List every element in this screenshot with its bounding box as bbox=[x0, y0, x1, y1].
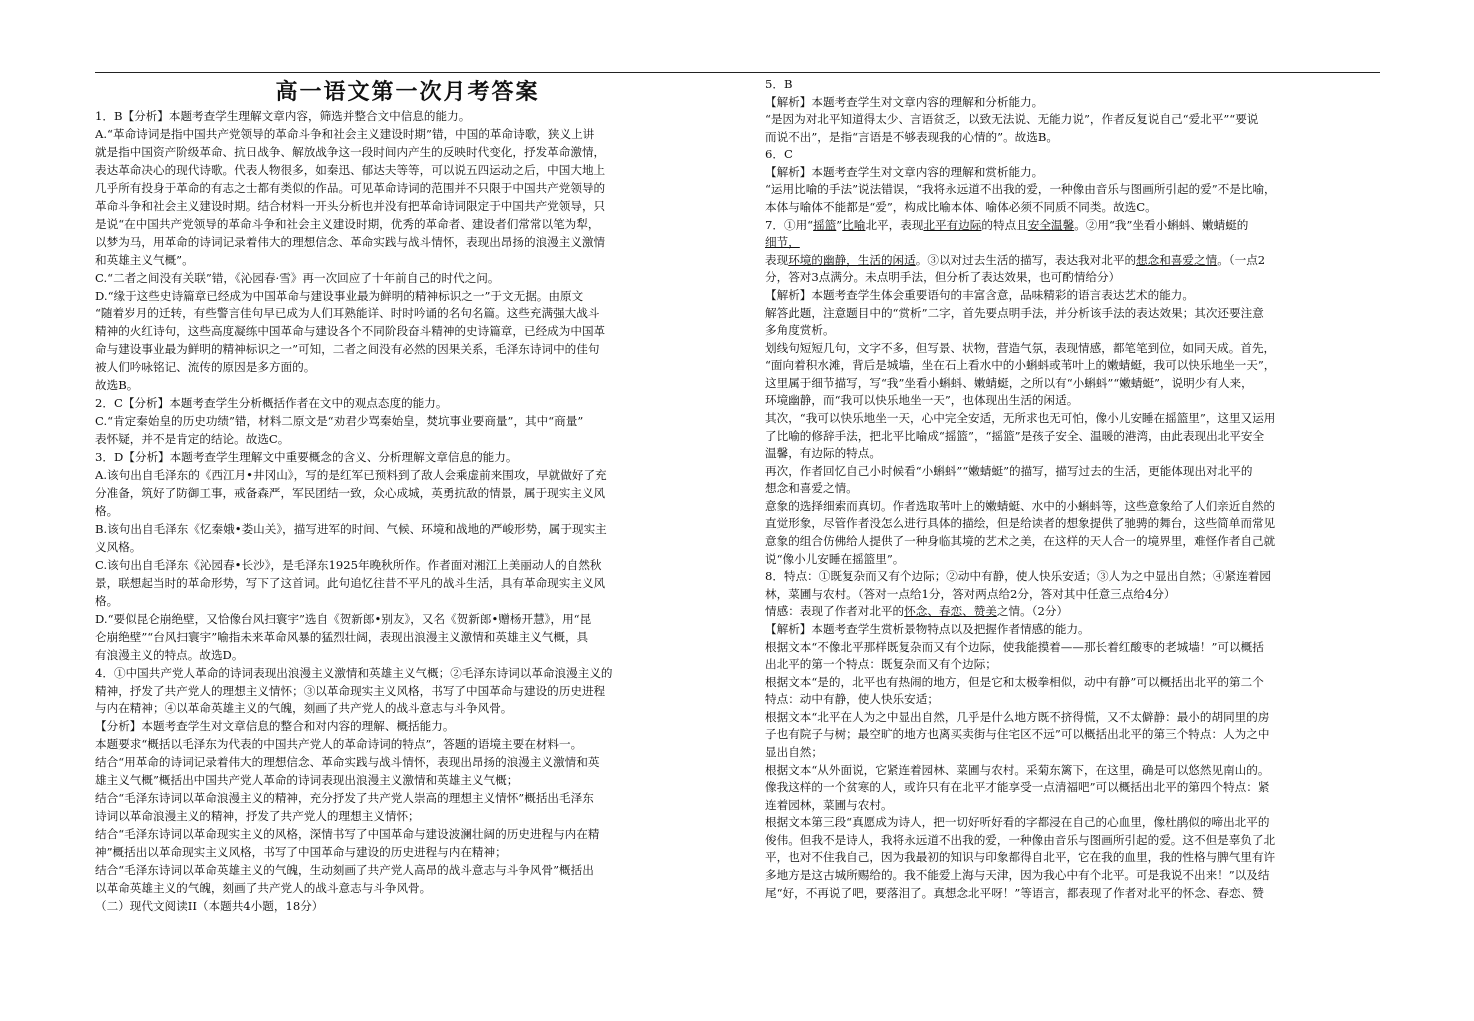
underlined-phrase: 环境的幽静，生活的闲适 bbox=[788, 252, 916, 267]
text-line: 环境幽静，而“我可以快乐地坐一天”，也体现出生活的闲适。 bbox=[765, 393, 1079, 408]
underlined-phrase: 安全温馨 bbox=[1027, 217, 1075, 232]
text-line: C.“肯定秦始皇的历史功绩”错，材料二原文是“劝君少骂秦始皇，焚坑事业要商量”，其中“商量” bbox=[95, 414, 584, 429]
text-line: 根据文本“不像北平那样既复杂而又有个边际，使我能摸着——那长着红酸枣的老城墙！”可以概括 bbox=[765, 639, 1264, 654]
text-span: 之情。（2分） bbox=[996, 604, 1069, 619]
text-line: “运用比喻的手法”说法错误，“我将永远道不出我的爱，一种像由音乐与图画所引起的爱”不是比喻， bbox=[765, 182, 1276, 197]
text-line: 像我这样的一个贫寒的人，或许只有在北平才能享受一点清福吧”可以概括出北平的第四个特点：紧 bbox=[765, 780, 1270, 795]
underlined-phrase: 想念和喜爱之情 bbox=[1136, 252, 1218, 267]
text-line: 故选B。 bbox=[95, 378, 139, 393]
text-line: C.“二者之间没有关联”错，《沁园春·雪》再一次回应了十年前自己的时代之问。 bbox=[95, 270, 500, 285]
text-line: B.该句出自毛泽东《忆秦娥•娄山关》，描写进军的时间、气候、环境和战地的严峻形势，属于现实主 bbox=[95, 521, 607, 536]
text-line: 连着园林，菜圃与农村。 bbox=[765, 797, 893, 812]
text-line: 表怀疑，并不是肯定的结论。故选C。 bbox=[95, 432, 290, 447]
text-line: 格。 bbox=[95, 593, 119, 608]
text-line: 特点：动中有静，使人快乐安适； bbox=[765, 692, 939, 707]
text-line: 精神，抒发了共产党人的理想主义情怀；③以革命现实主义风格，书写了中国革命与建设的历史进程 bbox=[95, 683, 606, 698]
text-line: 结合“毛泽东诗词以革命现实主义的风格，深情书写了中国革命与建设波澜壮阔的历史进程与内在精 bbox=[95, 827, 600, 842]
text-line: 解答此题，注意题目中的“赏析”二字，首先要点明手法，并分析该手法的表达效果；其次还要注意 bbox=[765, 305, 1264, 320]
text-line: 【分析】本题考查学生对文章信息的整合和对内容的理解、概括能力。 bbox=[95, 719, 455, 734]
text-line: 划线句短短几句，文字不多，但写景、状物，营造气氛，表现情感，都笔笔到位，如同天成。首先， bbox=[765, 340, 1276, 355]
top-rule bbox=[95, 72, 1380, 73]
text-line: 这里属于细节描写，写“我”坐看小蝌蚪、嫩蜻蜓，之所以有“小蝌蚪”“嫩蜻蜓”，说明少有人来， bbox=[765, 375, 1253, 390]
text-line: 多角度赏析。 bbox=[765, 323, 835, 338]
text-line: 根据文本第三段“真愿成为诗人，把一切好听好看的字都浸在自己的心血里，像杜鹃似的啼出北平的 bbox=[765, 815, 1270, 830]
left-answer-text bbox=[95, 108, 720, 916]
text-line: 本体与喻体不能都是“爱”，构成比喻本体、喻体必须不同质不同类。故选C。 bbox=[765, 200, 1157, 215]
text-line: 命与建设事业最为鲜明的精神标识之一”可知，二者之间没有必然的因果关系，毛泽东诗词中的佳句 bbox=[95, 342, 600, 357]
text-line: 想念和喜爱之情。 bbox=[765, 481, 858, 496]
text-line: 雄主义气概”概括出中国共产党人革命的诗词表现出浪漫主义激情和英雄主义气概； bbox=[95, 773, 519, 788]
text-line: 结合“毛泽东诗词以革命英雄主义的气魄，生动刻画了共产党人高昂的战斗意志与斗争风骨”概括出 bbox=[95, 863, 594, 878]
text-line bbox=[765, 252, 1380, 270]
text-line: 了比喻的修辞手法，把北平比喻成“摇篮”，“摇篮”是孩子安全、温暖的港湾，由此表现出北平安全 bbox=[765, 428, 1265, 443]
text-line: 而说不出”，是指“言语是不够表现我的心情的”。故选B。 bbox=[765, 129, 1058, 144]
text-line: 仑崩绝壁”“台风扫寰宇”喻指未来革命风暴的猛烈壮阔，表现出浪漫主义激情和英雄主义气概，具 bbox=[95, 629, 589, 644]
underlined-phrase: 怀念、春恋、赞美 bbox=[904, 604, 997, 619]
text-line: 分，答对3点满分。未点明手法，但分析了表达效果，也可酌情给分） bbox=[765, 270, 1121, 285]
text-line: 分准备，筑好了防御工事，戒备森严，军民团结一致，众心成城，英勇抗敌的情景，属于现实主义风 bbox=[95, 486, 606, 501]
text-line: 是说“在中国共产党领导的革命斗争和社会主义建设时期，优秀的革命者、建设者们常常以笔为犁， bbox=[95, 216, 600, 231]
text-line: 出北平的第一个特点：既复杂而又有个边际； bbox=[765, 657, 997, 672]
text-line: 就是指中国资产阶级革命、抗日战争、解放战争这一段时间内产生的反映时代变化，抒发革命激情， bbox=[95, 144, 606, 159]
text-span: 北平，表现 bbox=[865, 217, 924, 232]
text-line: 其次，“我可以快乐地坐一天，心中完全安适，无所求也无可怕，像小儿安睡在摇篮里”，这里又运用 bbox=[765, 410, 1276, 425]
text-line: 8．特点：①既复杂而又有个边际；②动中有静，使人快乐安适；③人为之中显出自然；④紧连着园 bbox=[765, 569, 1271, 584]
text-span: 表现 bbox=[765, 252, 789, 267]
text-line: 子也有院子与树；最空旷的地方也离买卖街与住宅区不远”可以概括出北平的第三个特点：人为之中 bbox=[765, 727, 1270, 742]
text-line: （二）现代文阅读II（本题共4小题，18分） bbox=[95, 898, 324, 913]
text-line: 根据文本“从外面说，它紧连着园林、菜圃与农村。采菊东篱下，在这里，确是可以悠然见南山的。 bbox=[765, 762, 1270, 777]
text-line: 和英雄主义气概”。 bbox=[95, 252, 194, 267]
text-line: 有浪漫主义的特点。故选D。 bbox=[95, 647, 244, 662]
text-line: 多地方是这古城所赐给的。我不能爱上海与天津，因为我心中有个北平。可是我说不出来！”以及结 bbox=[765, 868, 1270, 883]
text-line bbox=[765, 217, 1380, 235]
underlined-phrase: 摇篮 bbox=[813, 217, 837, 232]
text-line: 【解析】本题考查学生对文章内容的理解和分析能力。 bbox=[765, 94, 1044, 109]
text-line: 6．C bbox=[765, 147, 793, 162]
underlined-phrase: 细节， bbox=[765, 235, 800, 250]
text-line: C.该句出自毛泽东《沁园春•长沙》，是毛泽东1925年晚秋所作。作者面对湘江上美丽动人的自然秋 bbox=[95, 557, 602, 572]
text-line: 神”概括出以革命现实主义风格，书写了中国革命与建设的历史进程与内在精神； bbox=[95, 845, 507, 860]
text-line: 表达革命决心的现代诗歌。代表人物很多，如秦迅、郁达夫等等，可以说五四运动之后，中国大地上 bbox=[95, 162, 606, 177]
text-line: 以革命英雄主义的气魄，刻画了共产党人的战斗意志与斗争风骨。 bbox=[95, 880, 432, 895]
text-line: 平，也对不住我自己，因为我最初的知识与印象都得自北平，它在我的血里，我的性格与脾气里有许 bbox=[765, 850, 1276, 865]
text-line: 几乎所有投身于革命的有志之士都有类似的作品。可见革命诗词的范围并不只限于中国共产党领导的 bbox=[95, 180, 606, 195]
text-span: 情感：表现了作者对北平的 bbox=[765, 604, 905, 619]
text-line: 本题要求“概括以毛泽东为代表的中国共产党人的革命诗词的特点”，答题的语境主要在材料一。 bbox=[95, 737, 583, 752]
text-line: 根据文本“是的，北平也有热闹的地方，但是它和太极拳相似，动中有静”可以概括出北平的第二个 bbox=[765, 674, 1264, 689]
text-line: 革命斗争和社会主义建设时期。结合材料一开头分析也并没有把革命诗词限定于中国共产党领导，只 bbox=[95, 198, 606, 213]
text-span: 。②用“我”坐看小蝌蚪、嫩蜻蜓的 bbox=[1074, 217, 1249, 232]
right-column bbox=[765, 76, 1380, 902]
text-line: 直觉形象，尽管作者没怎么进行具体的描绘，但是给读者的想象提供了驰骋的舞台，这些简单而常见 bbox=[765, 516, 1276, 531]
text-line: 3．D【分析】本题考查学生理解文中重要概念的含义、分析理解文章信息的能力。 bbox=[95, 450, 518, 465]
text-line: 再次，作者回忆自己小时候看“小蝌蚪”“嫩蜻蜓”的描写，描写过去的生活，更能体现出对北平的 bbox=[765, 463, 1253, 478]
text-line: 【解析】本题考查学生体会重要语句的丰富含意，品味精彩的语言表达艺术的能力。 bbox=[765, 287, 1194, 302]
text-line: 温馨，有边际的特点。 bbox=[765, 446, 881, 461]
text-line bbox=[765, 603, 1380, 621]
text-line: 说“像小儿安睡在摇篮里”。 bbox=[765, 551, 905, 566]
left-column bbox=[95, 76, 720, 916]
text-line: 根据文本“北平在人为之中显出自然，几乎是什么地方既不挤得慌，又不太僻静：最小的胡同里的房 bbox=[765, 709, 1270, 724]
underlined-phrase: 北平有边际 bbox=[923, 217, 982, 232]
text-line: 格。 bbox=[95, 503, 119, 518]
text-line: 诗词以革命浪漫主义的精神，抒发了共产党人的理想主义情怀； bbox=[95, 809, 420, 824]
text-span: 。③以对过去生活的描写，表达我对北平的 bbox=[915, 252, 1137, 267]
text-span: 的特点且 bbox=[981, 217, 1028, 232]
text-line: 精神的火红诗句，这些高度凝练中国革命与建设各个不同阶段奋斗精神的史诗篇章，已经成为中国革 bbox=[95, 324, 606, 339]
text-line: 5．B bbox=[765, 77, 793, 91]
text-span: 。（一点2 bbox=[1217, 252, 1266, 267]
text-line: “随着岁月的迁转，有些警言佳句早已成为人们耳熟能详、时时吟诵的名句名篇。这些充满强大战斗 bbox=[95, 306, 600, 321]
text-line: A.该句出自毛泽东的《西江月•井冈山》，写的是红军已预料到了敌人会乘虚前来围攻，早就做好了充 bbox=[95, 468, 607, 483]
underlined-phrase: 比喻 bbox=[842, 217, 866, 232]
text-line: D.“要似昆仑崩绝壁，又恰像台风扫寰宇”选自《贺新郎•别友》，又名《贺新郎•赠杨开慧》，用“昆 bbox=[95, 611, 592, 626]
text-line: 【解析】本题考查学生对文章内容的理解和赏析能力。 bbox=[765, 164, 1044, 179]
text-line: 尾“好，不再说了吧，要落泪了。真想念北平呀！”等语言，都表现了作者对北平的怀念、春恋、赞 bbox=[765, 885, 1264, 900]
text-line: 2．C【分析】本题考查学生分析概括作者在文中的观点态度的能力。 bbox=[95, 396, 448, 411]
text-line: 意象的组合仿佛给人提供了一种身临其境的艺术之美，在这样的天人合一的境界里，难怪作者自己就 bbox=[765, 534, 1276, 549]
text-line bbox=[765, 234, 1380, 252]
text-line: 与内在精神；④以革命英雄主义的气魄，刻画了共产党人的战斗意志与斗争风骨。 bbox=[95, 701, 513, 716]
page-title: 高一语文第一次月考答案 bbox=[275, 80, 540, 105]
text-line: 显出自然； bbox=[765, 744, 823, 759]
text-line: 4．①中国共产党人革命的诗词表现出浪漫主义激情和英雄主义气概；②毛泽东诗词以革命浪漫主义的 bbox=[95, 665, 613, 680]
text-line: 景，联想起当时的革命形势，写下了这首词。此句追忆往昔不平凡的战斗生活，具有革命现实主义风 bbox=[95, 575, 606, 590]
text-line: 俊伟。但我不是诗人，我将永远道不出我的爱，一种像由音乐与图画所引起的爱。这不但是辜负了北 bbox=[765, 832, 1276, 847]
text-line: 义风格。 bbox=[95, 539, 142, 554]
text-span: ” bbox=[836, 217, 843, 232]
text-line: 以梦为马，用革命的诗词记录着伟大的理想信念、革命实践与战斗情怀，表现出昂扬的浪漫主义激情 bbox=[95, 234, 606, 249]
text-line: A.“革命诗词是指中国共产党领导的革命斗争和社会主义建设时期”错，中国的革命诗歌，狭义上讲 bbox=[95, 126, 595, 141]
text-line: D.“缘于这些史诗篇章已经成为中国革命与建设事业最为鲜明的精神标识之一”于文无据。由原文 bbox=[95, 288, 584, 303]
text-line: 林，菜圃与农村。（答对一点给1分，答对两点给2分，答对其中任意三点给4分） bbox=[765, 586, 1176, 601]
text-line: 被人们吟咏铭记、流传的原因是多方面的。 bbox=[95, 360, 316, 375]
text-span: 7．①用“ bbox=[765, 217, 814, 232]
text-line: 意象的选择细索而真切。作者选取苇叶上的嫩蜻蜓、水中的小蝌蚪等，这些意象给了人们亲近自然的 bbox=[765, 498, 1276, 513]
text-line: 结合“用革命的诗词记录着伟大的理想信念、革命实践与战斗情怀，表现出昂扬的浪漫主义激情和英 bbox=[95, 755, 600, 770]
text-line: 1．B【分析】本题考查学生理解文章内容，筛选并整合文中信息的能力。 bbox=[95, 109, 471, 123]
text-line: 【解析】本题考查学生赏析景物特点以及把握作者情感的能力。 bbox=[765, 621, 1090, 636]
right-answer-text bbox=[765, 76, 1380, 902]
text-line: “是因为对北平知道得太少、言语贫乏，以致无法说、无能力说”，作者反复说自己“爱北平”“要说 bbox=[765, 112, 1259, 127]
text-line: 结合“毛泽东诗词以革命浪漫主义的精神，充分抒发了共产党人崇高的理想主义情怀”概括出毛泽东 bbox=[95, 791, 594, 806]
text-line: “面向着积水滩，背后是城墙，坐在石上看水中的小蝌蚪或苇叶上的嫩蜻蜓，我可以快乐地坐一天”， bbox=[765, 358, 1276, 373]
